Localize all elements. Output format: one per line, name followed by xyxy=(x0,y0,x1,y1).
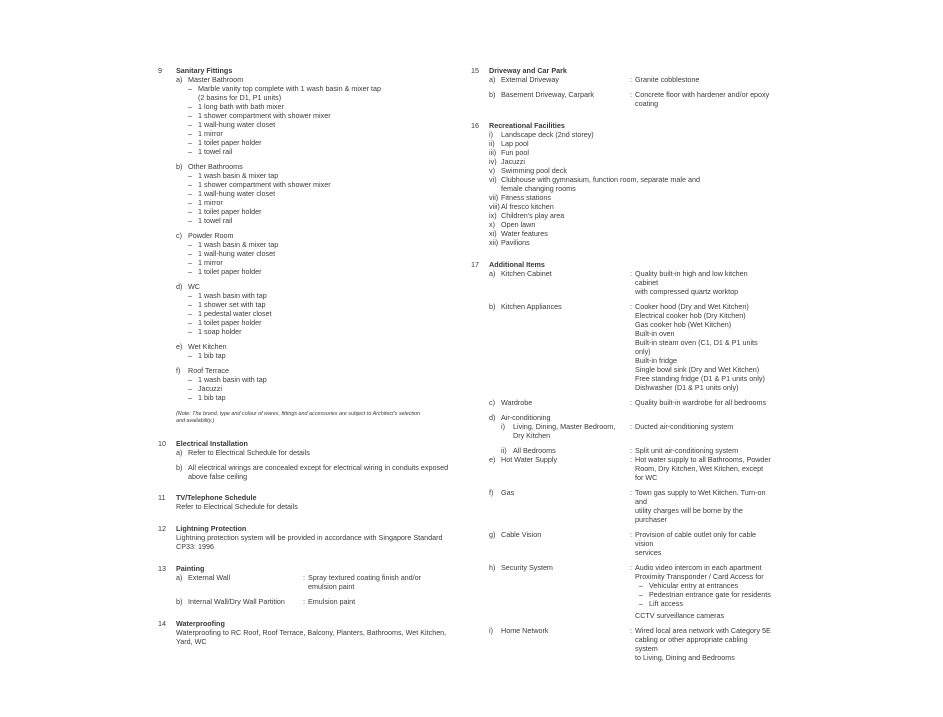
section-painting xyxy=(158,564,458,606)
section-electrical-installation xyxy=(158,439,458,481)
list-item: – 1 toilet paper holder xyxy=(188,207,458,216)
sub-label: f) xyxy=(176,366,181,375)
section-text: Refer to Electrical Schedule for details xyxy=(176,502,298,511)
section-text: Waterproofing to RC Roof, Roof Terrace, Balcony, Planters, Bathrooms, Wet Kitchen, xyxy=(176,628,447,637)
painting-external-wall: a) External Wall : Spray textured coating finish and/or emulsion paint xyxy=(176,573,458,591)
sub-item: a) Refer to Electrical Schedule for details xyxy=(176,448,310,457)
list-item: v) Swimming pool deck xyxy=(489,166,567,175)
section-number: 17 xyxy=(471,260,479,269)
list-item: xi) Water features xyxy=(489,229,548,238)
list-item: – 1 wall-hung water closet xyxy=(188,249,458,258)
list-item: – 1 wash basin & mixer tap xyxy=(188,171,458,180)
sub-label: c) xyxy=(176,231,182,240)
list-item: – 1 wall-hung water closet xyxy=(188,189,458,198)
list-item: – 1 bib tap xyxy=(188,351,458,360)
section-number: 14 xyxy=(158,619,166,628)
section-lightning-protection xyxy=(158,524,458,551)
list-item: – 1 towel rail xyxy=(188,147,458,156)
list-item: – 1 long bath with bath mixer xyxy=(188,102,458,111)
section-number: 9 xyxy=(158,66,162,75)
section-number: 10 xyxy=(158,439,166,448)
section-additional-items xyxy=(471,260,771,662)
sub-label: e) xyxy=(176,342,183,351)
list-item: – 1 wash basin & mixer tap xyxy=(188,240,458,249)
item-kitchen-appliances: b) Kitchen Appliances : Cooker hood (Dry and Wet Kitchen) Electrical cooker hob (Dry Kitchen) Gas cooker hob (Wet Kitchen) Built-in oven Built-in steam oven (C1, D1 & P1 units only) Built-in fridge Single bowl sink (Dry and Wet Kitchen) Free standing fridge (D1 & P1 units only) Dishwasher (D1 & P1 units only) xyxy=(489,302,771,392)
list-item: – 1 mirror xyxy=(188,129,458,138)
list-item: – 1 pedestal water closet xyxy=(188,309,458,318)
list-item: x) Open lawn xyxy=(489,220,536,229)
list-item: – 1 wash basin with tap xyxy=(188,375,458,384)
section-title: Electrical Installation xyxy=(176,439,248,448)
painting-internal-wall: b) Internal Wall/Dry Wall Partition : Emulsion paint xyxy=(176,597,458,606)
section-title: Lightning Protection xyxy=(176,524,247,533)
section-number: 11 xyxy=(158,493,166,502)
sub-wet-kitchen xyxy=(176,342,458,360)
sub-other-bathrooms xyxy=(176,162,458,225)
list-item: – 1 bib tap xyxy=(188,393,458,402)
sub-heading: Powder Room xyxy=(188,231,234,240)
sub-heading: Master Bathroom xyxy=(188,75,244,84)
list-item: – 1 shower compartment with shower mixer xyxy=(188,111,458,120)
list-item: – 1 wall-hung water closet xyxy=(188,120,458,129)
section-title: Recreational Facilities xyxy=(489,121,565,130)
list-item: vii) Fitness stations xyxy=(489,193,551,202)
list-item: ix) Children's play area xyxy=(489,211,565,220)
item-hot-water-supply: e) Hot Water Supply : Hot water supply to all Bathrooms, Powder Room, Dry Kitchen, Wet Kitchen, except for WC xyxy=(489,455,771,482)
list-item: – 1 toilet paper holder xyxy=(188,138,458,147)
list-item: – 1 toilet paper holder xyxy=(188,318,458,327)
sub-label: d) xyxy=(176,282,183,291)
section-sanitary-fittings xyxy=(158,66,458,402)
fittings-note: (Note: The brand, type and colour of wares, fittings and accessories are subject to Architect's selection and availability.) xyxy=(176,411,421,424)
list-item: – Marble vanity top complete with 1 wash basin & mixer tap (2 basins for D1, P1 units) xyxy=(188,84,458,102)
driveway-basement: b) Basement Driveway, Carpark : Concrete floor with hardener and/or epoxy coating xyxy=(489,90,771,108)
section-title: Additional Items xyxy=(489,260,545,269)
right-column xyxy=(471,66,771,671)
list-item: – 1 wash basin with tap xyxy=(188,291,458,300)
list-item: – 1 towel rail xyxy=(188,216,458,225)
sub-heading: Roof Terrace xyxy=(188,366,230,375)
item-air-conditioning: d) Air-conditioning xyxy=(489,413,551,422)
item-security-system: h) Security System : Audio video intercom in each apartment Proximity Transponder / Card Access for – Vehicular entry at entrances – Pedestrian entrance gate for residents – Lift access CCTV surveillance cameras xyxy=(489,563,771,620)
section-title: Sanitary Fittings xyxy=(176,66,233,75)
left-column xyxy=(158,66,458,655)
list-item: – Lift access xyxy=(639,599,771,608)
sub-label: b) xyxy=(176,162,183,171)
list-item: – 1 soap holder xyxy=(188,327,458,336)
list-item: – Pedestrian entrance gate for residents xyxy=(639,590,771,599)
sub-wc xyxy=(176,282,458,336)
sub-heading: WC xyxy=(188,282,200,291)
list-item: viii) Al fresco kitchen xyxy=(489,202,554,211)
sub-item: b) All electrical wirings are concealed except for electrical wiring in conduits exposed above false ceiling xyxy=(176,463,449,481)
section-title: TV/Telephone Schedule xyxy=(176,493,257,502)
list-item: xii) Pavilions xyxy=(489,238,530,247)
section-waterproofing xyxy=(158,619,458,646)
list-item: i) Landscape deck (2nd storey) xyxy=(489,130,594,139)
item-cable-vision: g) Cable Vision : Provision of cable outlet only for cable vision services xyxy=(489,530,771,557)
section-text: CP33: 1996 xyxy=(176,542,214,551)
section-number: 13 xyxy=(158,564,166,573)
list-item: – 1 mirror xyxy=(188,198,458,207)
section-title: Driveway and Car Park xyxy=(489,66,567,75)
list-item: – 1 shower set with tap xyxy=(188,300,458,309)
section-title: Painting xyxy=(176,564,205,573)
section-number: 15 xyxy=(471,66,479,75)
list-item: – 1 shower compartment with shower mixer xyxy=(188,180,458,189)
list-item: – 1 mirror xyxy=(188,258,458,267)
item-gas: f) Gas : Town gas supply to Wet Kitchen. Turn-on and utility charges will be borne by the purchaser xyxy=(489,488,771,524)
list-item: iv) Jacuzzi xyxy=(489,157,525,166)
section-text: Yard, WC xyxy=(176,637,207,646)
list-item: iii) Fun pool xyxy=(489,148,529,157)
section-text: Lightning protection system will be provided in accordance with Singapore Standard xyxy=(176,533,443,542)
section-driveway-car-park xyxy=(471,66,771,108)
list-item: ii) Lap pool xyxy=(489,139,529,148)
item-wardrobe: c) Wardrobe : Quality built-in wardrobe for all bedrooms xyxy=(489,398,771,407)
aircon-bedrooms: ii) All Bedrooms : Split unit air-conditioning system xyxy=(489,446,771,455)
section-number: 16 xyxy=(471,121,479,130)
section-title: Waterproofing xyxy=(176,619,225,628)
section-tv-telephone xyxy=(158,493,458,511)
sub-master-bathroom xyxy=(176,75,458,156)
item-kitchen-cabinet: a) Kitchen Cabinet : Quality built-in high and low kitchen cabinet with compressed quartz worktop xyxy=(489,269,771,296)
list-item: – Jacuzzi xyxy=(188,384,458,393)
aircon-living: i) Living, Dining, Master Bedroom, Dry Kitchen : Ducted air-conditioning system xyxy=(489,422,771,440)
item-home-network: i) Home Network : Wired local area network with Category 5E cabling or other appropriate cabling system to Living, Dining and Bedrooms xyxy=(489,626,771,662)
driveway-external: a) External Driveway : Granite cobblestone xyxy=(489,75,771,84)
sub-label: a) xyxy=(176,75,183,84)
sub-powder-room xyxy=(176,231,458,276)
section-number: 12 xyxy=(158,524,166,533)
sub-roof-terrace xyxy=(176,366,458,402)
sub-heading: Wet Kitchen xyxy=(188,342,227,351)
list-item: vi) Clubhouse with gymnasium, function room, separate male and female changing rooms xyxy=(489,175,700,193)
list-item: – 1 toilet paper holder xyxy=(188,267,458,276)
section-recreational-facilities xyxy=(471,121,771,247)
sub-heading: Other Bathrooms xyxy=(188,162,243,171)
list-item: – Vehicular entry at entrances xyxy=(639,581,771,590)
